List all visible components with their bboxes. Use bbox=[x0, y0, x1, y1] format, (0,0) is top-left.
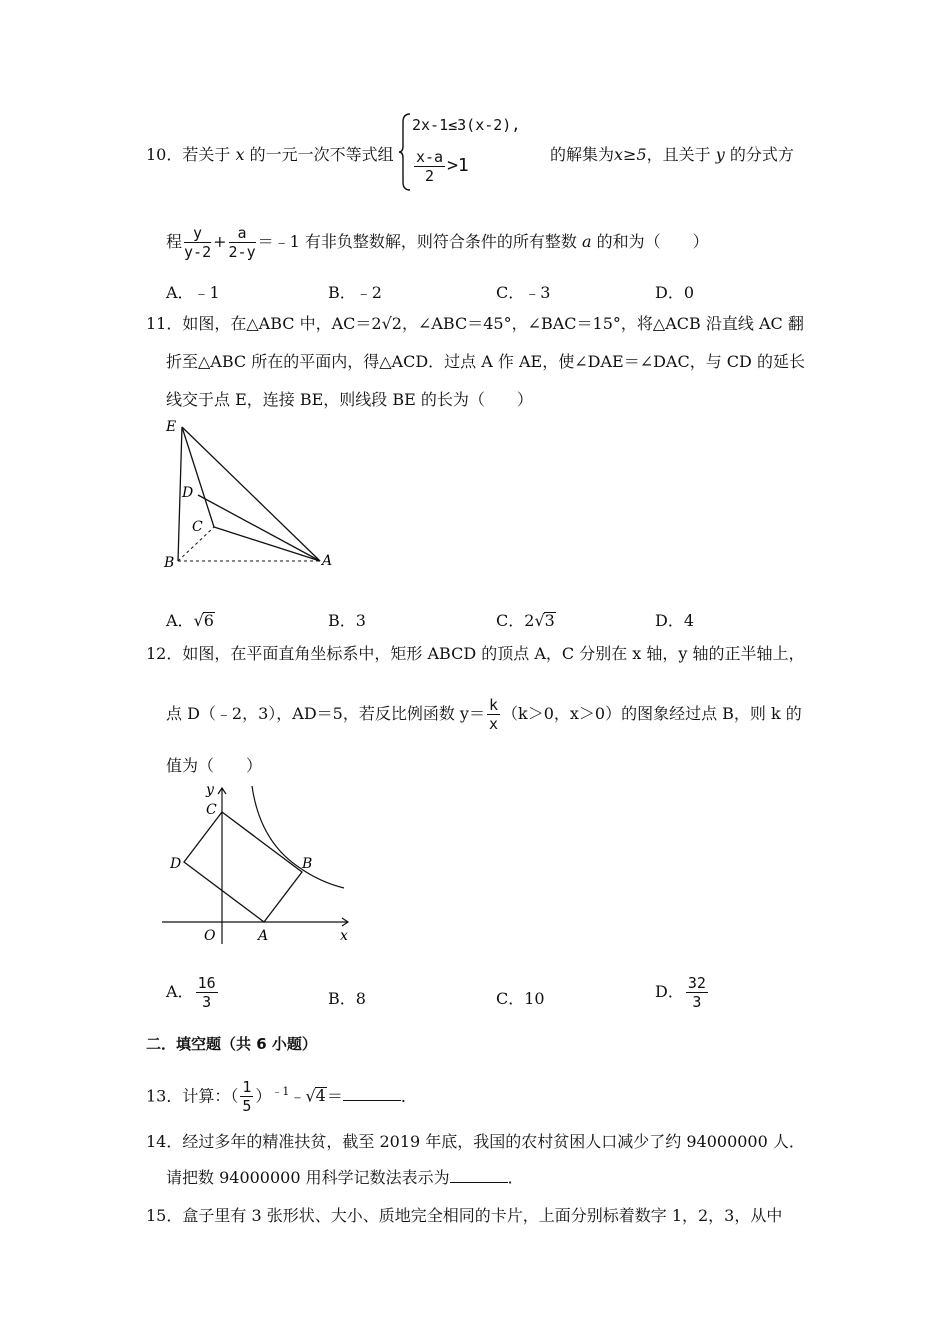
fig12-label-a: A bbox=[258, 928, 269, 944]
q11-line1: 11．如图，在△ABC 中，AC＝2√2，∠ABC＝45°，∠BAC＝15°，将△ACB 沿直线 AC 翻 bbox=[146, 314, 804, 333]
q11-number: 11． bbox=[146, 314, 183, 333]
q10-line1: 10．若关于 x 的一元一次不等式组 bbox=[146, 145, 394, 164]
q10-option-c[interactable]: C．﹣3 bbox=[496, 283, 551, 302]
fig12-label-x: x bbox=[340, 928, 348, 944]
q11-option-c[interactable]: C．2√3 bbox=[496, 611, 555, 630]
q11-option-b[interactable]: B．3 bbox=[328, 611, 366, 630]
q15-line1: 15．盒子里有 3 张形状、大小、质地完全相同的卡片，上面分别标着数字 1，2，3，从中 bbox=[146, 1206, 783, 1225]
q12-option-a[interactable]: A． $\frac{16}{3}$ bbox=[166, 974, 216, 1011]
q11-line2: 折至△ABC 所在的平面内，得△ACD．过点 A 作 AE，使∠DAE＝∠DAC，与 CD 的延长 bbox=[166, 352, 805, 371]
q13-number: 13． bbox=[146, 1086, 183, 1106]
q14-line1: 14．经过多年的精准扶贫，截至 2019 年底，我国的农村贫困人口减少了约 94000000 人． bbox=[146, 1132, 805, 1151]
q12-line2: 点 D（﹣2，3），AD＝5，若反比例函数 y＝ $\frac{k}{x}$ （k＞0，x＞0）的图象经过点 B，则 k 的 bbox=[166, 696, 802, 733]
q10-number: 10． bbox=[146, 145, 183, 164]
fig11-label-a: A bbox=[322, 553, 333, 569]
q14-line2: 请把数 94000000 用科学记数法表示为 ． bbox=[166, 1168, 524, 1187]
q12-line3: 值为（ ） bbox=[166, 756, 263, 775]
q10-inequality-system bbox=[398, 112, 538, 192]
q11-line3: 线交于点 E，连接 BE，则线段 BE 的长为（ ） bbox=[166, 390, 533, 409]
q15-number: 15． bbox=[146, 1206, 183, 1225]
brace-icon bbox=[398, 112, 412, 192]
q11-figure bbox=[160, 415, 340, 575]
q12-option-b[interactable]: B．8 bbox=[328, 989, 366, 1008]
q10-option-a[interactable]: A．﹣1 bbox=[166, 283, 220, 302]
fig12-label-d: D bbox=[170, 856, 182, 872]
q11-option-d[interactable]: D．4 bbox=[655, 611, 695, 630]
q12-option-c[interactable]: C．10 bbox=[496, 989, 545, 1008]
q11-option-a[interactable]: A．√6 bbox=[166, 611, 214, 630]
q10-line2: 程 $\frac{y}{y-2}$ + $\frac{a}{2-y}$ ＝﹣1 有非负整数解，则符合条件的所有整数 a 的和为（ ） bbox=[166, 224, 709, 261]
q10-line1-tail: 的解集为x≥5，且关于 y 的分式方 bbox=[550, 145, 794, 164]
fig11-label-e: E bbox=[166, 419, 177, 435]
q12-option-d[interactable]: D． $\frac{32}{3}$ bbox=[655, 974, 706, 1011]
fig12-label-b: B bbox=[302, 856, 313, 872]
q12-number: 12． bbox=[146, 644, 183, 663]
fig11-label-b: B bbox=[164, 555, 175, 571]
q12-line1: 12．如图，在平面直角坐标系中，矩形 ABCD 的顶点 A，C 分别在 x 轴，y 轴的正半轴上， bbox=[146, 644, 805, 663]
q12-figure bbox=[160, 782, 360, 952]
q14-number: 14． bbox=[146, 1132, 183, 1151]
fig12-label-o: O bbox=[204, 928, 216, 944]
fig11-label-d: D bbox=[182, 485, 194, 501]
q10-option-b[interactable]: B．﹣2 bbox=[328, 283, 382, 302]
q10-ineq2: $\frac{x-a}{2}$ >1 bbox=[416, 148, 469, 185]
fig12-label-y: y bbox=[206, 782, 214, 798]
fig12-label-c: C bbox=[206, 802, 217, 818]
section-heading: 二．填空题（共 6 小题） bbox=[146, 1035, 317, 1053]
q13-answer-blank[interactable] bbox=[343, 1086, 401, 1101]
q10-ineq1: 2x-1≤3(x-2), bbox=[412, 116, 521, 134]
fig11-label-c: C bbox=[192, 519, 203, 535]
q10-option-d[interactable]: D．0 bbox=[655, 283, 695, 302]
q13-line: 13．计算：（ $\frac{1}{5}$ ）$^{﹣1}$﹣√4＝ ． bbox=[146, 1078, 417, 1116]
q14-answer-blank[interactable] bbox=[450, 1168, 508, 1183]
